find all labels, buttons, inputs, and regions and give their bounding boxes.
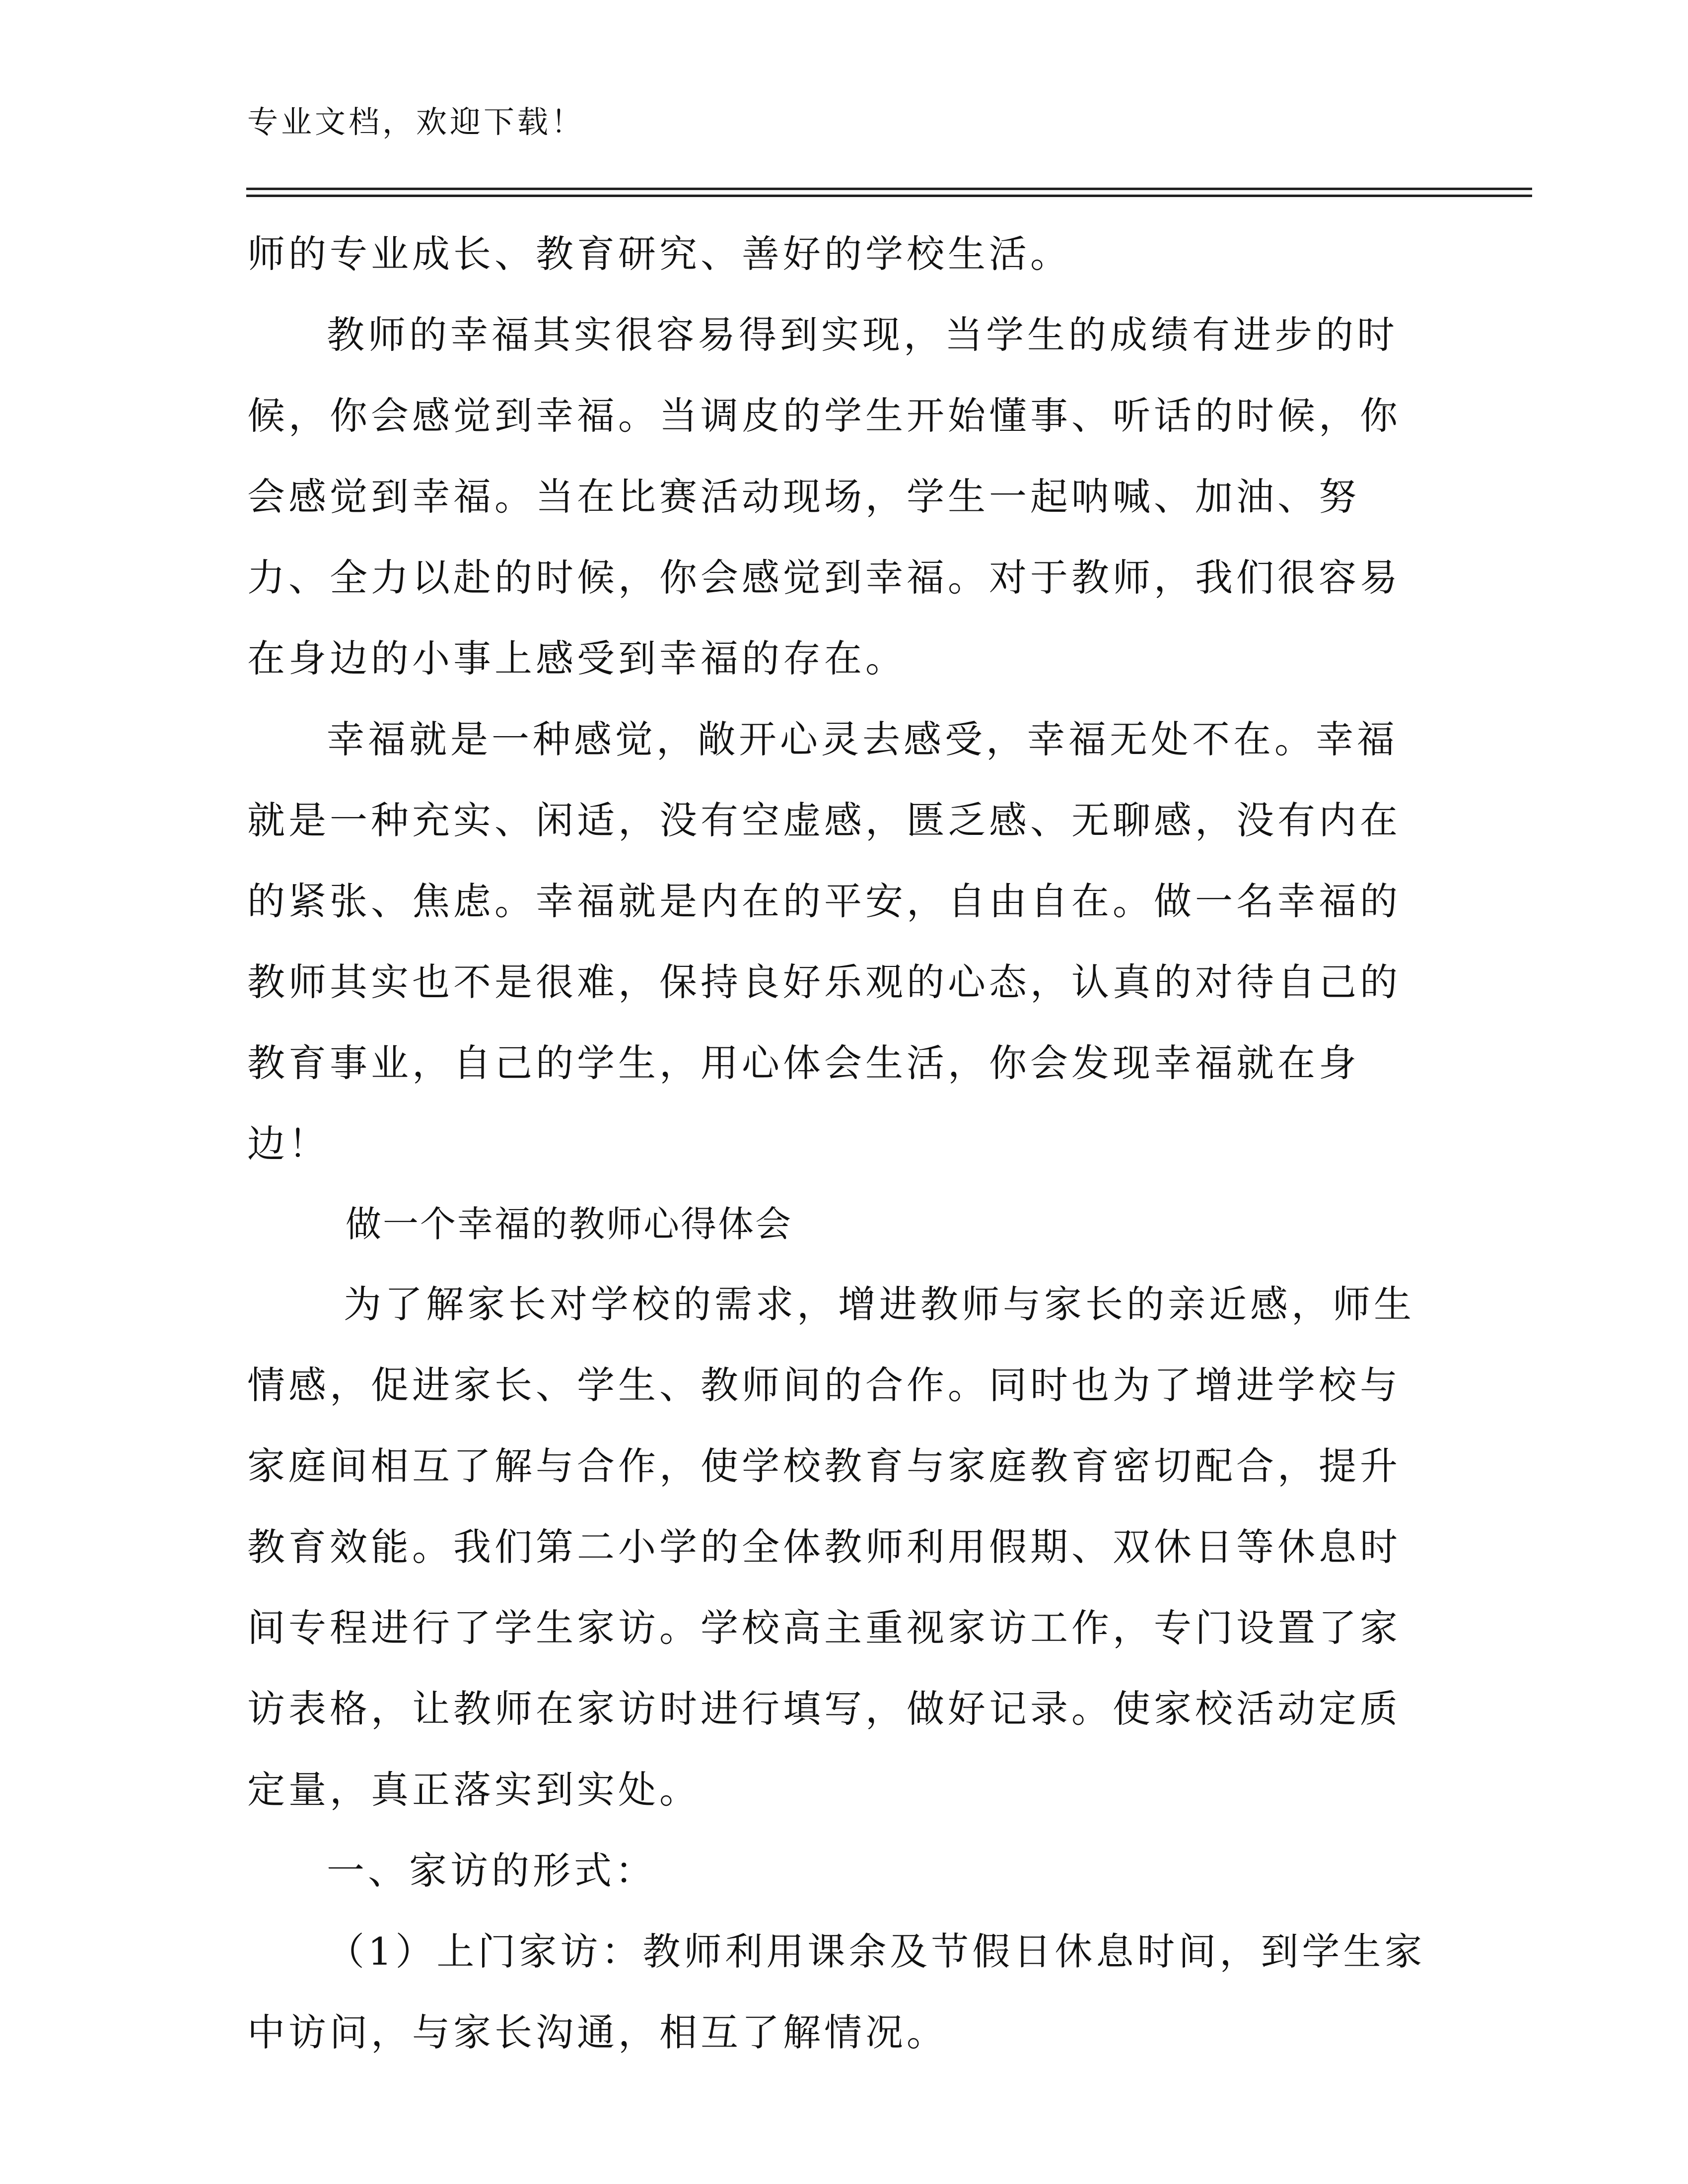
paragraph-2: 幸福就是一种感觉，敞开心灵去感受，幸福无处不在。幸福就是一种充实、闲适，没有空虚感，匮乏感、无聊感，没有内在的紧张、焦虑。幸福就是内在的平安，自由自在。做一名幸福的教师其实也不是很难，保持良好乐观的心态，认真的对待自己的教育事业，自己的学生，用心体会生活，你会发现幸福就在身边！ <box>247 717 1401 1166</box>
header-rule-top <box>246 188 1532 190</box>
paragraph-1: 教师的幸福其实很容易得到实现，当学生的成绩有进步的时候，你会感觉到幸福。当调皮的学生开始懂事、听话的时候，你会感觉到幸福。当在比赛活动现场，学生一起呐喊、加油、努力、全力以赴的时候，你会感觉到幸福。对于教师，我们很容易在身边的小事上感受到幸福的存在。 <box>247 313 1401 681</box>
paragraph-3: 为了解家长对学校的需求，增进教师与家长的亲近感，师生情感，促进家长、学生、教师间的合作。同时也为了增进学校与家庭间相互了解与合作，使学校教育与家庭教育密切配合，提升教育效能。我们第二小学的全体教师利用假期、双休日等休息时间专程进行了学生家访。学校高主重视家访工作，专门设置了家访表格，让教师在家访时进行填写，做好记录。使家校活动定质定量，真正落实到实处。 <box>247 1282 1415 1812</box>
page-header-text: 专业文档，欢迎下载！ <box>247 104 585 140</box>
list-item-1: （1）上门家访：教师利用课余及节假日休息时间，到学生家中访问，与家长沟通，相互了解情况。 <box>247 1929 1426 2054</box>
document-body <box>247 213 1429 2073</box>
section-1-title: 一、家访的形式： <box>327 1848 656 1893</box>
continuation-line: 师的专业成长、教育研究、善好的学校生活。 <box>247 232 1071 276</box>
section-heading: 做一个幸福的教师心得体会 <box>346 1203 793 1245</box>
header-rule-bottom <box>246 195 1532 197</box>
